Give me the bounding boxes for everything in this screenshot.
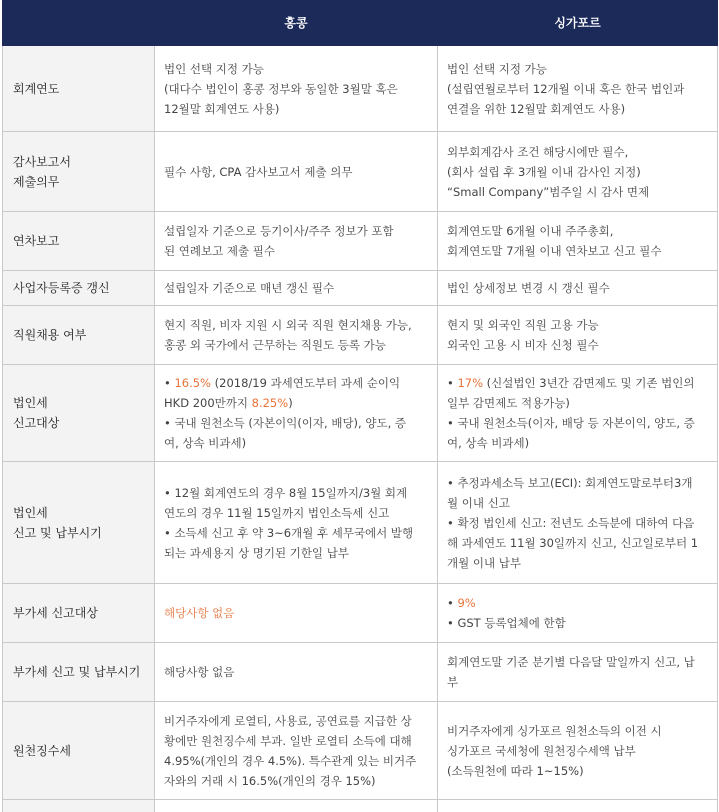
cell-line: 현지 직원, 비자 지원 시 외국 직원 현지채용 가능, bbox=[164, 318, 412, 332]
hongkong-cell bbox=[155, 462, 438, 584]
table-row bbox=[3, 132, 718, 212]
row-label bbox=[3, 702, 155, 800]
cell-line: • 추정과세소득 보고(ECI): 회계연도말로부터3개 bbox=[447, 475, 693, 490]
cell-line: 홍콩 외 국가에서 근무하는 직원도 등록 가능 bbox=[164, 338, 386, 352]
singapore-cell bbox=[438, 800, 718, 812]
cell-line: 회계연도말 6개월 이내 주주총회, bbox=[447, 224, 614, 238]
cell-line: 월 이내 신고 bbox=[447, 495, 510, 510]
row-label-line: 법인세 bbox=[13, 396, 48, 410]
table-row-partial bbox=[3, 800, 718, 812]
row-label-line: 감사보고서 bbox=[13, 154, 71, 169]
singapore-cell bbox=[438, 462, 718, 584]
row-label bbox=[3, 271, 155, 306]
not-applicable-highlight: 해당사항 없음 bbox=[164, 606, 235, 620]
singapore-cell bbox=[438, 584, 718, 643]
singapore-cell bbox=[438, 365, 718, 462]
cell-text: ) bbox=[288, 396, 293, 410]
cell-line: 설립일자 기준으로 등기이사/주주 정보가 포함 bbox=[164, 224, 394, 238]
singapore-cell bbox=[438, 643, 718, 702]
row-label bbox=[3, 46, 155, 132]
row-label bbox=[3, 643, 155, 702]
table-row bbox=[3, 46, 718, 132]
cell-text: (신설법인 3년간 감면제도 및 기존 법인의 bbox=[483, 376, 695, 390]
cell-line: 부 bbox=[447, 675, 459, 689]
cell-line: (소득원천에 따라 1~15%) bbox=[447, 763, 584, 778]
cell-line: 회계연도말 7개월 이내 연차보고 신고 필수 bbox=[447, 244, 662, 258]
cell-line: • 확정 법인세 신고: 전년도 소득분에 대하여 다음 bbox=[447, 515, 695, 530]
tax-rate-highlight: 16.5% bbox=[174, 376, 211, 390]
cell-line: (회사 설립 후 3개월 이내 감사인 지정) bbox=[447, 164, 641, 179]
cell-line: • 국내 원천소득 (자본이익(이자, 배당), 양도, 증 bbox=[164, 416, 406, 430]
cell-line: 4.95%(개인의 경우 4.5%). 특수관계 있는 비거주 bbox=[164, 753, 417, 768]
table-row bbox=[3, 365, 718, 462]
hongkong-cell bbox=[155, 132, 438, 212]
cell-line: 여, 상속 비과세) bbox=[164, 436, 247, 450]
cell-line: 싱가포르 국세청에 원천징수세액 납부 bbox=[447, 743, 636, 758]
singapore-cell bbox=[438, 46, 718, 132]
cell-line: 자와의 거래 시 16.5%(개인의 경우 15%) bbox=[164, 773, 376, 788]
cell-line: 되는 과세용지 상 명기된 기한일 납부 bbox=[164, 545, 349, 560]
cell-line: • 12월 회계연도의 경우 8월 15일까지/3월 회계 bbox=[164, 485, 408, 500]
row-label-line: 부가세 신고대상 bbox=[13, 606, 98, 620]
row-label bbox=[3, 132, 155, 212]
cell-line: (대다수 법인이 홍콩 정부와 동일한 3월말 혹은 bbox=[164, 81, 398, 96]
hongkong-cell bbox=[155, 46, 438, 132]
singapore-cell bbox=[438, 212, 718, 271]
row-label-line: 제출의무 bbox=[13, 174, 60, 189]
row-label-line: 신고 및 납부시기 bbox=[13, 525, 102, 540]
cell-text: HKD 200만까지 bbox=[164, 396, 252, 410]
tax-rate-highlight: 9% bbox=[457, 596, 476, 610]
row-label-line: 원천징수세 bbox=[13, 743, 71, 758]
row-label bbox=[3, 800, 155, 812]
hongkong-cell bbox=[155, 271, 438, 306]
cell-text: (2018/19 과세연도부터 과세 순이익 bbox=[211, 376, 401, 390]
header-empty-cell bbox=[3, 1, 155, 46]
row-label bbox=[3, 462, 155, 584]
cell-line: 회계연도말 기준 분기별 다음달 말일까지 신고, 납 bbox=[447, 655, 695, 669]
row-label-line: 연차보고 bbox=[13, 234, 60, 248]
cell-line bbox=[447, 373, 709, 393]
row-label-line: 법인세 bbox=[13, 505, 48, 520]
comparison-table bbox=[2, 0, 718, 812]
row-label-line: 회계연도 bbox=[13, 81, 60, 96]
cell-line bbox=[447, 593, 709, 613]
cell-line: 법인 선택 지정 가능 bbox=[164, 61, 264, 76]
row-label-line: 부가세 신고 및 납부시기 bbox=[13, 665, 141, 679]
singapore-cell bbox=[438, 271, 718, 306]
cell-line: 해당사항 없음 bbox=[164, 665, 235, 679]
header-hongkong: 홍콩 bbox=[155, 1, 438, 46]
singapore-cell bbox=[438, 702, 718, 800]
hongkong-cell bbox=[155, 702, 438, 800]
cell-line: 법인 선택 지정 가능 bbox=[447, 61, 547, 76]
row-label bbox=[3, 584, 155, 643]
cell-line bbox=[164, 393, 429, 413]
hongkong-cell bbox=[155, 365, 438, 462]
header-row bbox=[3, 1, 718, 46]
bullet-marker: • bbox=[447, 596, 458, 610]
table-row bbox=[3, 271, 718, 306]
cell-line: 필수 사항, CPA 감사보고서 제출 의무 bbox=[164, 164, 353, 179]
table-row bbox=[3, 462, 718, 584]
table-row bbox=[3, 643, 718, 702]
bullet-marker: • bbox=[164, 376, 175, 390]
cell-line: 황에만 원천징수세 부과. 일반 로열티 소득에 대해 bbox=[164, 733, 412, 748]
singapore-cell bbox=[438, 132, 718, 212]
cell-line: 비거주자에게 싱가포르 원천소득의 이전 시 bbox=[447, 723, 662, 738]
cell-line: 법인 상세정보 변경 시 갱신 필수 bbox=[447, 281, 610, 295]
cell-line: 12월말 회계연도 사용) bbox=[164, 101, 280, 116]
hongkong-cell bbox=[155, 800, 438, 812]
cell-line: 된 연례보고 제출 필수 bbox=[164, 244, 275, 258]
cell-line: 여, 상속 비과세) bbox=[447, 436, 530, 450]
cell-line: 개월 이내 납부 bbox=[447, 555, 521, 570]
tax-rate-highlight: 8.25% bbox=[251, 396, 289, 410]
hongkong-cell bbox=[155, 584, 438, 643]
row-label bbox=[3, 212, 155, 271]
cell-line: 설립일자 기준으로 매년 갱신 필수 bbox=[164, 281, 335, 295]
cell-line: (설립연월로부터 12개월 이내 혹은 한국 법인과 bbox=[447, 81, 685, 96]
table-row bbox=[3, 702, 718, 800]
table-row bbox=[3, 584, 718, 643]
row-label-line: 직원채용 여부 bbox=[13, 328, 87, 342]
cell-line: 일부 감면제도 적용가능) bbox=[447, 396, 570, 410]
table-row bbox=[3, 306, 718, 365]
cell-line: “Small Company”범주일 시 감사 면제 bbox=[447, 184, 650, 199]
cell-line: • GST 등록업체에 한함 bbox=[447, 616, 566, 630]
cell-line bbox=[164, 373, 429, 393]
cell-line: 연도의 경우 11월 15일까지 법인소득세 신고 bbox=[164, 505, 390, 520]
cell-line: • 소득세 신고 후 약 3~6개월 후 세무국에서 발행 bbox=[164, 525, 414, 540]
cell-line: 외부회계감사 조건 해당시에만 필수, bbox=[447, 144, 629, 159]
cell-line: 연결을 위한 12월말 회계연도 사용) bbox=[447, 101, 626, 116]
table-row bbox=[3, 212, 718, 271]
cell-line: • 국내 원천소득(이자, 배당 등 자본이익, 양도, 증 bbox=[447, 416, 695, 430]
row-label bbox=[3, 306, 155, 365]
bullet-marker: • bbox=[447, 376, 458, 390]
cell-line: 현지 및 외국인 직원 고용 가능 bbox=[447, 318, 599, 332]
cell-line: 해 과세연도 11월 30일까지 신고, 신고일로부터 1 bbox=[447, 535, 699, 550]
tax-rate-highlight: 17% bbox=[457, 376, 484, 390]
row-label-line: 신고대상 bbox=[13, 416, 60, 430]
hongkong-cell bbox=[155, 306, 438, 365]
hongkong-cell bbox=[155, 643, 438, 702]
row-label bbox=[3, 365, 155, 462]
singapore-cell bbox=[438, 306, 718, 365]
row-label-line: 사업자등록증 갱신 bbox=[13, 281, 110, 295]
cell-line: 비거주자에게 로열티, 사용료, 공연료를 지급한 상 bbox=[164, 713, 412, 728]
cell-line: 외국인 고용 시 비자 신청 필수 bbox=[447, 338, 599, 352]
hongkong-cell bbox=[155, 212, 438, 271]
header-singapore: 싱가포르 bbox=[438, 1, 718, 46]
